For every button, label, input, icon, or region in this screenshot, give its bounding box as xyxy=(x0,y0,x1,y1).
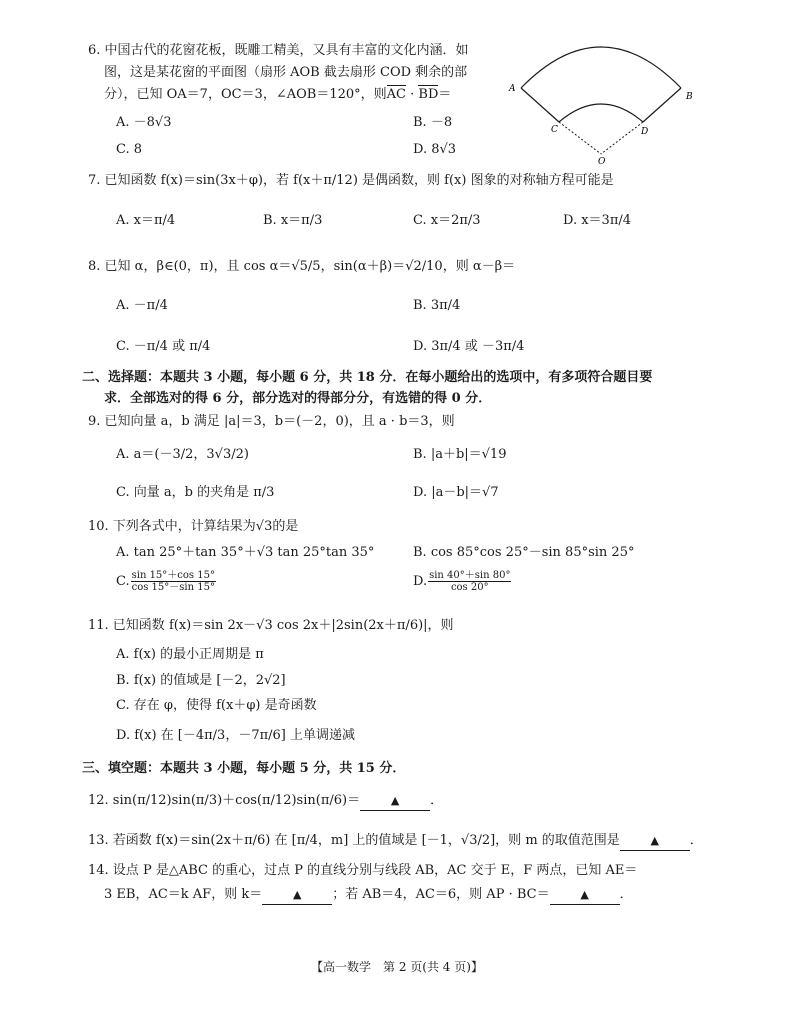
q12-line: 12. sin(π/12)sin(π/3)＋cos(π/12)sin(π/6)＝ ▲ ． xyxy=(88,792,443,811)
q7-option-b: B. x＝π/3 xyxy=(263,213,323,228)
q6-option-c: C. 8 xyxy=(116,142,143,157)
q14-answer-blank-k[interactable]: ▲ xyxy=(262,886,332,905)
q14-line2: 3 EB，AC＝k AF，则 k＝ ▲ ；若 AB＝4，AC＝6，则 AP · BC＝ ▲ ． xyxy=(104,886,633,905)
q10-stem: 10. 下列各式中，计算结果为√3的是 xyxy=(88,519,299,534)
q7-option-d: D. x＝3π/4 xyxy=(563,213,632,228)
q9-option-b: B. |a＋b|＝√19 xyxy=(413,447,507,462)
q13-line: 13. 若函数 f(x)＝sin(2x＋π/6) 在 [π/4，m] 上的值域是 [－1，√3/2]，则 m 的取值范围是 ▲ ． xyxy=(88,832,703,851)
page-footer: 【高一数学 第 2 页(共 4 页)】 xyxy=(311,960,483,974)
q6-option-b: B. －8 xyxy=(413,115,453,130)
section-3-heading: 三、填空题：本题共 3 小题，每小题 5 分，共 15 分． xyxy=(82,761,406,776)
q8-option-a: A. －π/4 xyxy=(116,298,168,313)
q12-answer-blank[interactable]: ▲ xyxy=(360,792,430,811)
q8-option-d: D. 3π/4 或 －3π/4 xyxy=(413,339,525,354)
figure-label-o: O xyxy=(598,157,606,166)
q7-option-c: C. x＝2π/3 xyxy=(413,213,481,228)
figure-label-d: D xyxy=(641,127,649,137)
q6-line3: 分），已知 OA＝7，OC＝3，∠AOB＝120°，则AC · BD＝ xyxy=(104,87,452,102)
q9-stem: 9. 已知向量 a，b 满足 |a|＝3，b＝(－2，0)，且 a · b＝3，则 xyxy=(88,414,455,429)
q10-option-b: B. cos 85°cos 25°－sin 85°sin 25° xyxy=(413,545,635,560)
sector-figure xyxy=(505,36,705,166)
q6-option-d: D. 8√3 xyxy=(413,142,457,157)
q11-stem: 11. 已知函数 f(x)＝sin 2x－√3 cos 2x＋|2sin(2x＋π/6)|，则 xyxy=(88,618,454,633)
q9-option-a: A. a＝(－3/2，3√3/2) xyxy=(116,447,249,462)
q11-option-c: C. 存在 φ，使得 f(x＋φ) 是奇函数 xyxy=(116,698,317,713)
q8-option-c: C. －π/4 或 π/4 xyxy=(116,339,211,354)
figure-label-b: B xyxy=(686,92,693,102)
q6-line1: 6. 中国古代的花窗花板，既雕工精美，又具有丰富的文化内涵．如 xyxy=(88,43,469,58)
q10-option-c: C. $\frac{\sin 15^\circ+\cos 15^\circ}{\cos 15^\circ-\sin 15^\circ}$ xyxy=(116,570,215,593)
q6-line2: 图，这是某花窗的平面图（扇形 AOB 截去扇形 COD 剩余的部 xyxy=(104,65,468,80)
figure-label-c: C xyxy=(551,125,558,135)
q7-option-a: A. x＝π/4 xyxy=(116,213,176,228)
q11-option-a: A. f(x) 的最小正周期是 π xyxy=(116,647,264,662)
figure-label-a: A xyxy=(509,84,516,94)
q13-answer-blank[interactable]: ▲ xyxy=(620,832,690,851)
q8-option-b: B. 3π/4 xyxy=(413,298,461,313)
section-2-heading-line2: 求．全部选对的得 6 分，部分选对的得部分分，有选错的得 0 分． xyxy=(104,391,492,406)
q10-option-a: A. tan 25°＋tan 35°＋√3 tan 25°tan 35° xyxy=(116,545,375,560)
q11-option-b: B. f(x) 的值域是 [－2，2√2] xyxy=(116,673,286,688)
q6-option-a: A. －8√3 xyxy=(116,115,172,130)
q14-answer-blank-dot[interactable]: ▲ xyxy=(550,886,620,905)
q9-option-d: D. |a－b|＝√7 xyxy=(413,485,499,500)
q11-option-d: D. f(x) 在 [－4π/3，－7π/6] 上单调递减 xyxy=(116,728,355,743)
q9-option-c: C. 向量 a，b 的夹角是 π/3 xyxy=(116,485,275,500)
section-2-heading-line1: 二、选择题：本题共 3 小题，每小题 6 分，共 18 分．在每小题给出的选项中，有多项符合题目要 xyxy=(82,370,653,385)
q14-line1: 14. 设点 P 是△ABC 的重心，过点 P 的直线分别与线段 AB，AC 交于 E，F 两点，已知 AE＝ xyxy=(88,863,638,878)
q8-stem: 8. 已知 α，β∈(0，π)，且 cos α＝√5/5，sin(α＋β)＝√2/10，则 α－β＝ xyxy=(88,259,516,274)
q7-stem: 7. 已知函数 f(x)＝sin(3x＋φ)，若 f(x＋π/12) 是偶函数，则 f(x) 图象的对称轴方程可能是 xyxy=(88,173,614,188)
q10-option-d: D. $\frac{\sin 40^\circ+\sin 80^\circ}{\cos 20^\circ}$ xyxy=(413,570,511,593)
